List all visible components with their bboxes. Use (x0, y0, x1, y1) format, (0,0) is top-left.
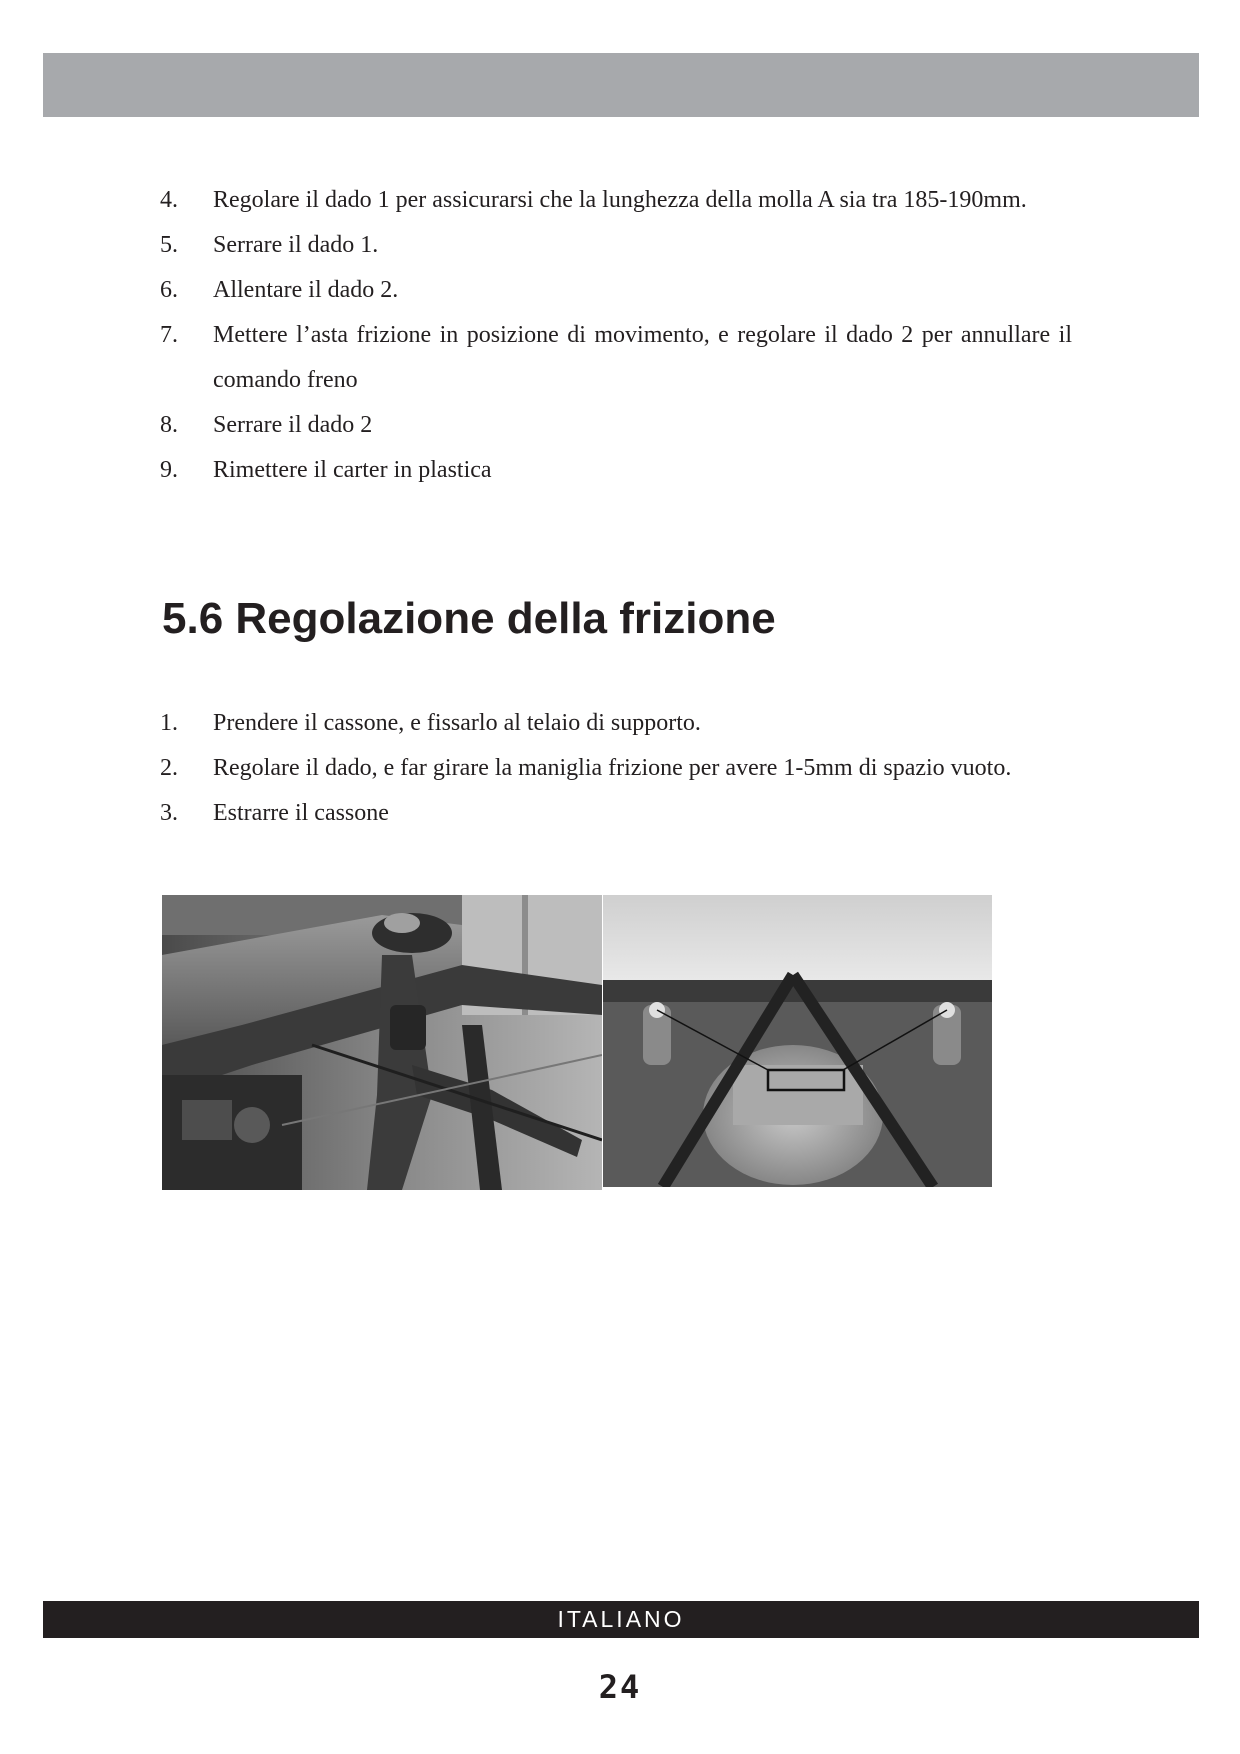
clutch-nut-photo (603, 895, 992, 1187)
step-number: 4. (160, 187, 178, 213)
clutch-handle-photo (162, 895, 602, 1190)
list-item (160, 746, 1072, 791)
step-number: 1. (160, 710, 178, 736)
step-text: Serrare il dado 2 (213, 412, 373, 438)
step-text: Regolare il dado 1 per assicurarsi che la lunghezza della molla A sia tra 185-190mm. (213, 187, 1027, 213)
list-item (160, 791, 1072, 836)
page-number: 24 (598, 1668, 642, 1706)
steps-continued-list (160, 178, 1072, 493)
list-item (160, 701, 1072, 746)
list-item (160, 223, 1072, 268)
step-number: 5. (160, 232, 178, 258)
step-text: Serrare il dado 1. (213, 232, 379, 258)
step-text: Allentare il dado 2. (213, 277, 399, 303)
list-item (160, 313, 1072, 403)
step-number: 3. (160, 800, 178, 826)
step-number: 9. (160, 457, 178, 483)
step-number: 6. (160, 277, 178, 303)
step-text: Mettere l’asta frizione in posizione di movimento, e regolare il dado 2 per annullare il comando freno (213, 322, 1072, 393)
step-text: Rimettere il carter in plastica (213, 457, 492, 483)
step-number: 7. (160, 322, 178, 348)
footer-language-bar: ITALIANO (43, 1601, 1199, 1638)
list-item (160, 448, 1072, 493)
list-item (160, 268, 1072, 313)
step-number: 8. (160, 412, 178, 438)
section-heading: 5.6 Regolazione della frizione (162, 594, 776, 643)
list-item (160, 178, 1072, 223)
step-text: Regolare il dado, e far girare la maniglia frizione per avere 1-5mm di spazio vuoto. (213, 755, 1012, 781)
step-text: Estrarre il cassone (213, 800, 389, 826)
step-text: Prendere il cassone, e fissarlo al telaio di supporto. (213, 710, 701, 736)
clutch-steps-list (160, 701, 1072, 836)
list-item (160, 403, 1072, 448)
step-number: 2. (160, 755, 178, 781)
header-bar (43, 53, 1199, 117)
